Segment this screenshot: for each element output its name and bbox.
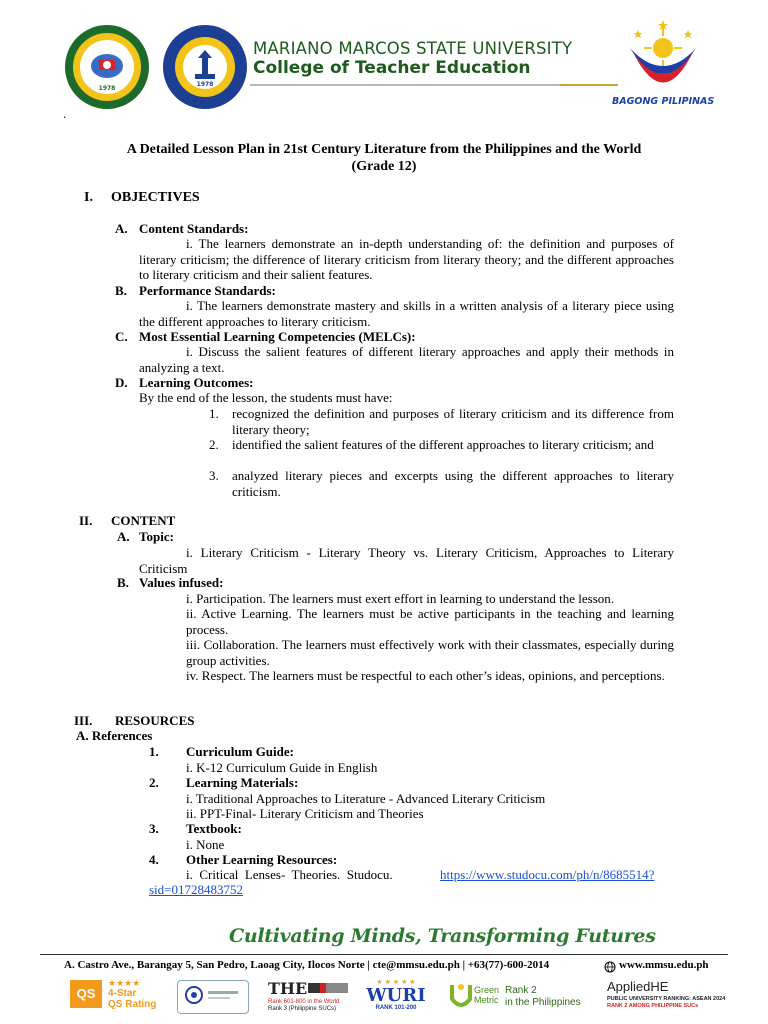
performance-standards-text: i. The learners demonstrate mastery and skills in a written analysis of a literary piece using the different approaches to literary criticism.	[139, 298, 674, 329]
resource-line: i. Traditional Approaches to Literature - Advanced Literary Criticism	[186, 791, 546, 806]
resource-line: i. K-12 Curriculum Guide in English	[186, 760, 378, 775]
resource-number: 3.	[149, 821, 159, 836]
the-bar	[308, 983, 348, 993]
resource-number: 4.	[149, 852, 159, 867]
performance-standards-heading: Performance Standards:	[139, 283, 276, 298]
section-heading-resources: RESOURCES	[115, 713, 195, 728]
objective-c-letter: C.	[115, 329, 128, 344]
svg-text:1978: 1978	[196, 81, 214, 88]
other-resources-text: i. Critical Lenses- Theories. Studocu.	[186, 867, 393, 882]
section-heading-objectives: OBJECTIVES	[111, 190, 200, 205]
bagong-pilipinas-logo	[620, 20, 706, 98]
svg-text:1978: 1978	[98, 85, 116, 92]
curriculum-guide-heading: Curriculum Guide:	[186, 744, 294, 759]
greenmetric-rank-1: Rank 2	[505, 985, 537, 996]
the-ranking-badge	[268, 979, 354, 1015]
section-numeral-3: III.	[74, 713, 93, 728]
objective-d-letter: D.	[115, 375, 128, 390]
section-numeral-2: II.	[79, 513, 93, 528]
outcome-item: identified the salient features of the different approaches to literary criticism; and	[232, 437, 654, 452]
resource-line: i. None	[186, 837, 225, 852]
outcome-number: 1.	[209, 406, 219, 421]
resource-number: 1.	[149, 744, 159, 759]
topic-text: i. Literary Criticism - Literary Theory vs. Literary Criticism, Approaches to Literary Criticism	[139, 545, 674, 576]
outcome-item: analyzed literary pieces and excerpts using the different approaches to literary criticism.	[232, 468, 674, 499]
header-rule-accent	[560, 84, 618, 86]
melcs-heading: Most Essential Learning Competencies (MELCs):	[139, 329, 416, 344]
resource-number: 2.	[149, 775, 159, 790]
greenmetric-rank-2: in the Philippines	[505, 997, 581, 1008]
content-a-letter: A.	[117, 529, 130, 544]
qs-logo: QS	[70, 980, 102, 1008]
outcome-number: 2.	[209, 437, 219, 452]
topic-heading: Topic:	[139, 529, 174, 544]
content-standards-text: i. The learners demonstrate an in-depth understanding of: the definition and purposes of literary criticism; the difference of literary criticism from literary theory; and the different approaches to literary criticism and their salient features.	[139, 236, 674, 282]
outcome-item: recognized the definition and purposes of literary criticism and its difference from literary theory;	[232, 406, 674, 437]
textbook-heading: Textbook:	[186, 821, 242, 836]
accreditation-badge	[177, 980, 249, 1014]
value-item: iii. Collaboration. The learners must effectively work with their classmates, especially during group activities.	[186, 637, 674, 668]
objective-b-letter: B.	[115, 283, 127, 298]
footer-website-link[interactable]: www.mmsu.edu.ph	[619, 959, 709, 971]
qs-text-1: 4-Star	[108, 988, 137, 999]
content-standards-heading: Content Standards:	[139, 221, 249, 236]
learning-materials-heading: Learning Materials:	[186, 775, 299, 790]
resource-line: ii. PPT-Final- Literary Criticism and Theories	[186, 806, 424, 821]
greenmetric-icon	[450, 981, 472, 1009]
wuri-logo: WURI	[366, 985, 426, 1006]
college-name: College of Teacher Education	[253, 58, 531, 78]
qs-rating-badge	[70, 978, 162, 1012]
the-text-2: Rank 3 (Philippine SUCs)	[268, 1006, 337, 1012]
value-item: iv. Respect. The learners must be respectful to each other’s ideas, opinions, and perceptions.	[186, 668, 665, 683]
footer-tagline: Cultivating Minds, Transforming Futures	[229, 925, 656, 947]
value-item: ii. Active Learning. The learners must be active participants in the teaching and learning process.	[186, 606, 674, 637]
learning-outcomes-intro: By the end of the lesson, the students must have:	[139, 390, 393, 405]
lesson-plan-title	[84, 141, 684, 175]
stray-dot: .	[63, 106, 67, 121]
appliedhe-badge	[607, 979, 726, 1015]
references-heading: A. References	[76, 728, 153, 743]
wuri-ranking-badge	[364, 979, 428, 1015]
qs-stars: ★★★★	[108, 978, 141, 988]
appliedhe-logo: AppliedHE	[607, 979, 669, 994]
other-resources-heading: Other Learning Resources:	[186, 852, 338, 867]
learning-outcomes-heading: Learning Outcomes:	[139, 375, 254, 390]
studocu-link-part-2[interactable]: sid=01728483752	[149, 882, 244, 897]
title-line-2: (Grade 12)	[351, 159, 417, 174]
greenmetric-label: Green	[474, 985, 500, 995]
university-seal	[64, 24, 150, 110]
studocu-link-part-1[interactable]: https://www.studocu.com/ph/n/8685514?	[440, 867, 655, 882]
footer-rule	[40, 954, 728, 955]
university-name: MARIANO MARCOS STATE UNIVERSITY	[253, 39, 573, 58]
greenmetric-badge	[450, 979, 590, 1013]
values-heading: Values infused:	[139, 575, 224, 590]
melcs-text: i. Discuss the salient features of different literary approaches and apply their methods in analyzing a text.	[139, 344, 674, 375]
qs-text-2: QS Rating	[108, 999, 157, 1010]
the-logo: THE	[268, 979, 308, 998]
the-text-1: Rank 601-800 in the World	[268, 999, 340, 1005]
college-seal	[162, 24, 248, 110]
greenmetric-label-2: Metric	[474, 995, 499, 1005]
title-line-1: A Detailed Lesson Plan in 21st Century Literature from the Philippines and the World	[126, 142, 642, 157]
bagong-pilipinas-label: BAGONG PILIPINAS	[612, 96, 715, 107]
wuri-rank: RANK 101-200	[375, 1005, 417, 1011]
appliedhe-text-1: PUBLIC UNIVERSITY RANKING: ASEAN 2024	[607, 996, 726, 1002]
outcome-number: 3.	[209, 468, 219, 483]
wuri-stars: ★ ★ ★ ★ ★	[376, 979, 416, 986]
footer-address: A. Castro Ave., Barangay 5, San Pedro, Laoag City, Ilocos Norte | cte@mmsu.edu.ph | +63(77)-600-2014	[64, 959, 550, 971]
appliedhe-text-2: RANK 2 AMONG PHILIPPINE SUCs	[607, 1003, 699, 1009]
objective-a-letter: A.	[115, 221, 128, 236]
content-b-letter: B.	[117, 575, 129, 590]
section-heading-content: CONTENT	[111, 513, 176, 528]
section-numeral-1: I.	[84, 190, 93, 205]
value-item: i. Participation. The learners must exert effort in learning to understand the lesson.	[186, 591, 615, 606]
globe-icon	[604, 960, 616, 972]
